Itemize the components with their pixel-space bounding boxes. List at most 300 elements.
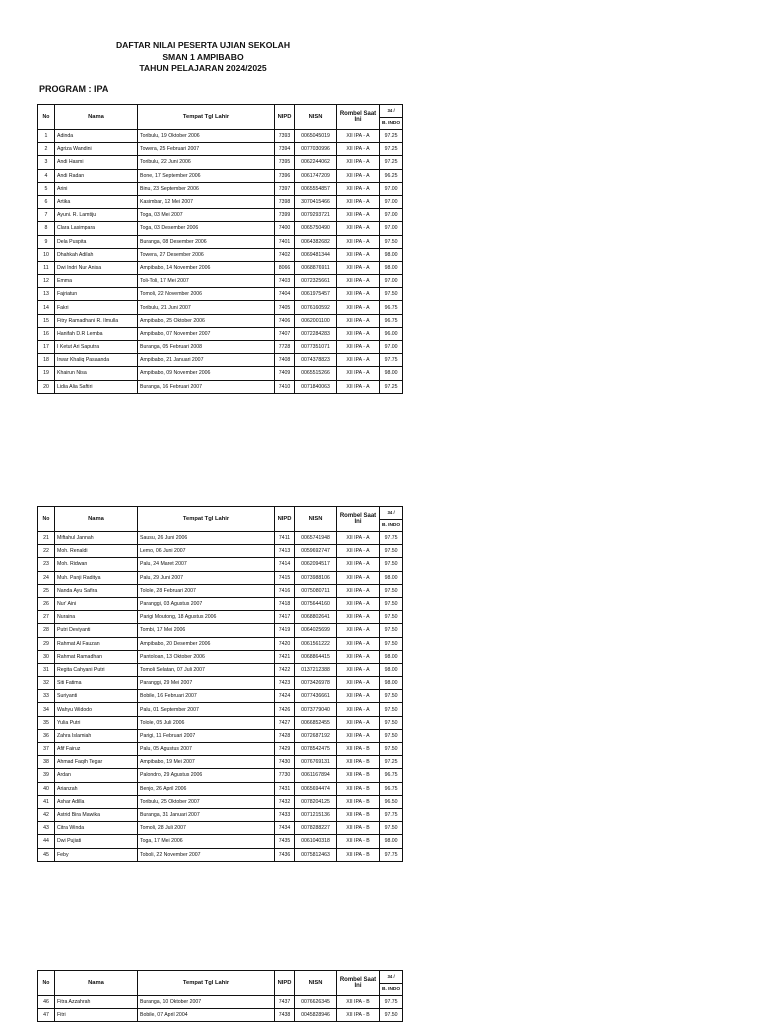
cell-nama: Putri Deviyanti (55, 624, 138, 637)
cell-ttl: Parigi, 11 Februari 2007 (138, 729, 275, 742)
cell-nisn: 0073426978 (295, 677, 337, 690)
cell-nilai: 97.50 (380, 611, 403, 624)
cell-nipd: 7404 (275, 288, 295, 301)
cell-nama: Ahmad Faqih Tegar (55, 756, 138, 769)
cell-rombel: XII IPA - A (337, 182, 380, 195)
table-row (38, 130, 403, 143)
cell-no: 23 (38, 558, 55, 571)
cell-nipd: 7424 (275, 690, 295, 703)
table-row (38, 248, 403, 261)
cell-ttl: Lemo, 06 Juni 2007 (138, 545, 275, 558)
header-no: No (38, 971, 55, 996)
cell-no: 28 (38, 624, 55, 637)
cell-no: 1 (38, 130, 55, 143)
cell-no: 32 (38, 677, 55, 690)
cell-nisn: 0075812463 (295, 848, 337, 861)
cell-rombel: XII IPA - B (337, 822, 380, 835)
cell-no: 5 (38, 182, 55, 195)
cell-nisn: 0068864415 (295, 650, 337, 663)
cell-nisn: 0072687192 (295, 729, 337, 742)
cell-rombel: XII IPA - A (337, 156, 380, 169)
cell-rombel: XII IPA - A (337, 545, 380, 558)
cell-nama: Ayuni. R. Lamtiju (55, 209, 138, 222)
cell-nilai: 97.75 (380, 848, 403, 861)
cell-nisn: 0076769131 (295, 756, 337, 769)
header-nama: Nama (55, 507, 138, 532)
cell-nisn: 0072284283 (295, 327, 337, 340)
cell-nilai: 96.00 (380, 327, 403, 340)
cell-ttl: Ampibabo, 21 Januari 2007 (138, 354, 275, 367)
cell-rombel: XII IPA - B (337, 808, 380, 821)
cell-rombel: XII IPA - A (337, 716, 380, 729)
cell-nama: Nur' Aini (55, 597, 138, 610)
table-row (38, 558, 403, 571)
cell-nilai: 96.75 (380, 782, 403, 795)
table-row (38, 624, 403, 637)
cell-nilai: 96.75 (380, 301, 403, 314)
table-row (38, 143, 403, 156)
cell-ttl: Benjo, 26 April 2006 (138, 782, 275, 795)
cell-nilai: 97.50 (380, 288, 403, 301)
cell-rombel: XII IPA - A (337, 235, 380, 248)
table-row (38, 808, 403, 821)
cell-nama: Regita Cahyani Putri (55, 663, 138, 676)
cell-nisn: 0065045019 (295, 130, 337, 143)
table-body (38, 532, 403, 862)
table-row (38, 235, 403, 248)
cell-no: 14 (38, 301, 55, 314)
cell-no: 33 (38, 690, 55, 703)
cell-nilai: 97.25 (380, 143, 403, 156)
cell-nisn: 0065554857 (295, 182, 337, 195)
cell-nama: Emma (55, 275, 138, 288)
cell-rombel: XII IPA - B (337, 743, 380, 756)
header-nisn: NISN (295, 971, 337, 996)
cell-ttl: Toga, 03 Desember 2006 (138, 222, 275, 235)
cell-nisn: 0065515266 (295, 367, 337, 380)
cell-nama: Andi Hasmi (55, 156, 138, 169)
cell-nilai: 96.50 (380, 795, 403, 808)
cell-ttl: Bobile, 16 Februari 2007 (138, 690, 275, 703)
cell-rombel: XII IPA - A (337, 584, 380, 597)
cell-ttl: Palu, 24 Maret 2007 (138, 558, 275, 571)
cell-no: 7 (38, 209, 55, 222)
cell-no: 16 (38, 327, 55, 340)
cell-nama: Miftahul Jannah (55, 532, 138, 545)
cell-nisn: 0076626345 (295, 996, 337, 1009)
cell-nama: Arianzah (55, 782, 138, 795)
header-nama: Nama (55, 105, 138, 130)
cell-nilai: 97.00 (380, 341, 403, 354)
cell-nilai: 97.50 (380, 545, 403, 558)
cell-rombel: XII IPA - A (337, 380, 380, 393)
cell-ttl: Toli-Toli, 17 Mei 2007 (138, 275, 275, 288)
cell-nama: Clara Lasimpara (55, 222, 138, 235)
cell-nama: I Ketut Ari Saputra (55, 341, 138, 354)
cell-rombel: XII IPA - A (337, 354, 380, 367)
cell-nisn: 0077436661 (295, 690, 337, 703)
cell-nipd: 7435 (275, 835, 295, 848)
cell-ttl: Paranggi, 29 Mei 2007 (138, 677, 275, 690)
cell-nipd: 7421 (275, 650, 295, 663)
cell-nipd: 7432 (275, 795, 295, 808)
cell-no: 39 (38, 769, 55, 782)
table-row (38, 314, 403, 327)
cell-nipd: 7430 (275, 756, 295, 769)
cell-ttl: Binu, 23 September 2006 (138, 182, 275, 195)
cell-no: 40 (38, 782, 55, 795)
cell-rombel: XII IPA - A (337, 624, 380, 637)
table-row (38, 996, 403, 1009)
cell-ttl: Ampibabo, 25 Oktober 2006 (138, 314, 275, 327)
cell-ttl: Toribulu, 21 Juni 2007 (138, 301, 275, 314)
cell-no: 25 (38, 584, 55, 597)
cell-rombel: XII IPA - A (337, 275, 380, 288)
cell-no: 47 (38, 1009, 55, 1022)
cell-rombel: XII IPA - A (337, 288, 380, 301)
cell-nipd: 7403 (275, 275, 295, 288)
table-row (38, 848, 403, 861)
cell-nilai: 97.00 (380, 222, 403, 235)
header-tempat-tgl-lahir: Tempat Tgl Lahir (138, 971, 275, 996)
cell-rombel: XII IPA - A (337, 532, 380, 545)
cell-nama: Lidia Alia Saftiri (55, 380, 138, 393)
table-row (38, 716, 403, 729)
header-tempat-tgl-lahir: Tempat Tgl Lahir (138, 105, 275, 130)
cell-nisn: 0076160592 (295, 301, 337, 314)
cell-nama: Muh. Panji Raditya (55, 571, 138, 584)
table-row (38, 261, 403, 274)
cell-nama: Ashar Adilla (55, 795, 138, 808)
cell-nisn: 0077351071 (295, 341, 337, 354)
cell-nilai: 98.00 (380, 677, 403, 690)
cell-no: 43 (38, 822, 55, 835)
cell-nilai: 97.50 (380, 743, 403, 756)
cell-nilai: 97.00 (380, 209, 403, 222)
cell-nilai: 98.00 (380, 663, 403, 676)
cell-ttl: Tomoli, 28 Juli 2007 (138, 822, 275, 835)
cell-nama: Astrid Bira Mawika (55, 808, 138, 821)
table-row (38, 637, 403, 650)
cell-nipd: 7399 (275, 209, 295, 222)
cell-nipd: 8066 (275, 261, 295, 274)
cell-nipd: 7414 (275, 558, 295, 571)
cell-nipd: 7416 (275, 584, 295, 597)
cell-ttl: Toribulu, 19 Oktober 2006 (138, 130, 275, 143)
cell-no: 13 (38, 288, 55, 301)
cell-nipd: 7728 (275, 341, 295, 354)
table-row (38, 367, 403, 380)
table-row (38, 380, 403, 393)
cell-nipd: 7395 (275, 156, 295, 169)
table-row (38, 354, 403, 367)
cell-nama: Fajriatun (55, 288, 138, 301)
cell-no: 3 (38, 156, 55, 169)
cell-no: 2 (38, 143, 55, 156)
cell-nama: Fakri (55, 301, 138, 314)
table-row (38, 743, 403, 756)
table-row (38, 663, 403, 676)
header-no: No (38, 507, 55, 532)
cell-nama: Dwi Pujiati (55, 835, 138, 848)
cell-nipd: 7415 (275, 571, 295, 584)
cell-no: 17 (38, 341, 55, 354)
table-row (38, 545, 403, 558)
cell-ttl: Palu, 05 Agustus 2007 (138, 743, 275, 756)
cell-rombel: XII IPA - A (337, 261, 380, 274)
cell-ttl: Towera, 27 Desember 2006 (138, 248, 275, 261)
cell-nilai: 97.75 (380, 808, 403, 821)
cell-rombel: XII IPA - A (337, 341, 380, 354)
cell-nama: Arini (55, 182, 138, 195)
cell-nipd: 7438 (275, 1009, 295, 1022)
cell-nama: Fitra Azzahrah (55, 996, 138, 1009)
cell-nisn: 0065750490 (295, 222, 337, 235)
cell-nilai: 98.00 (380, 650, 403, 663)
cell-nilai: 97.50 (380, 729, 403, 742)
cell-rombel: XII IPA - A (337, 677, 380, 690)
cell-nipd: 7436 (275, 848, 295, 861)
cell-no: 26 (38, 597, 55, 610)
cell-nama: Artika (55, 195, 138, 208)
cell-rombel: XII IPA - A (337, 327, 380, 340)
cell-nipd: 7420 (275, 637, 295, 650)
cell-no: 18 (38, 354, 55, 367)
table-row (38, 729, 403, 742)
cell-ttl: Ampibabo, 09 November 2006 (138, 367, 275, 380)
cell-ttl: Tombi, 17 Mei 2006 (138, 624, 275, 637)
cell-nama: Dwi Indri Nur Anisa (55, 261, 138, 274)
cell-nilai: 97.25 (380, 130, 403, 143)
cell-ttl: Tomoli Selatan, 07 Juli 2007 (138, 663, 275, 676)
cell-no: 9 (38, 235, 55, 248)
table-row (38, 822, 403, 835)
cell-nisn: 0069481344 (295, 248, 337, 261)
cell-nisn: 0078542475 (295, 743, 337, 756)
cell-nisn: 0077030996 (295, 143, 337, 156)
cell-ttl: Buranga, 10 Oktober 2007 (138, 996, 275, 1009)
table-row (38, 703, 403, 716)
table-row (38, 341, 403, 354)
cell-nisn: 0078204125 (295, 795, 337, 808)
cell-rombel: XII IPA - A (337, 209, 380, 222)
cell-nilai: 97.50 (380, 584, 403, 597)
grades-table-page-1 (37, 104, 403, 394)
cell-nipd: 7393 (275, 130, 295, 143)
cell-no: 19 (38, 367, 55, 380)
cell-rombel: XII IPA - A (337, 314, 380, 327)
cell-no: 8 (38, 222, 55, 235)
table-row (38, 209, 403, 222)
cell-nilai: 97.50 (380, 703, 403, 716)
cell-nipd: 7419 (275, 624, 295, 637)
cell-nama: Andi Radan (55, 169, 138, 182)
cell-nama: Hanifah D.R Lemba (55, 327, 138, 340)
cell-nisn: 0073988106 (295, 571, 337, 584)
cell-nama: Nanda Ayu Safira (55, 584, 138, 597)
cell-ttl: Sausu, 26 Juni 2006 (138, 532, 275, 545)
cell-nisn: 0066852455 (295, 716, 337, 729)
cell-nama: Moh. Renaldi (55, 545, 138, 558)
grades-table-page-2 (37, 506, 403, 862)
cell-ttl: Palu, 29 Juni 2007 (138, 571, 275, 584)
cell-nisn: 0068802641 (295, 611, 337, 624)
cell-nama: Irwar Khaliq Pasaanda (55, 354, 138, 367)
cell-nama: Yulia Putri (55, 716, 138, 729)
cell-ttl: Toribulu, 22 Juni 2006 (138, 156, 275, 169)
cell-nipd: 7402 (275, 248, 295, 261)
cell-nilai: 97.25 (380, 380, 403, 393)
header-rombel: Rombel Saat Ini (337, 971, 380, 996)
table-row (38, 222, 403, 235)
cell-nipd: 7410 (275, 380, 295, 393)
cell-no: 36 (38, 729, 55, 742)
cell-nisn: 0045828946 (295, 1009, 337, 1022)
cell-nilai: 97.50 (380, 624, 403, 637)
cell-nilai: 97.50 (380, 716, 403, 729)
header-nipd: NIPD (275, 971, 295, 996)
cell-ttl: Paranggi, 03 Agustus 2007 (138, 597, 275, 610)
cell-nipd: 7405 (275, 301, 295, 314)
cell-nisn: 0061167894 (295, 769, 337, 782)
table-body (38, 996, 403, 1022)
cell-nama: Khairun Nisa (55, 367, 138, 380)
cell-nisn: 0061975457 (295, 288, 337, 301)
cell-nisn: 0079293721 (295, 209, 337, 222)
cell-nama: Dhahkah Adilah (55, 248, 138, 261)
cell-nipd: 7418 (275, 597, 295, 610)
cell-nama: Citra Winda (55, 822, 138, 835)
cell-nipd: 7406 (275, 314, 295, 327)
cell-ttl: Towera, 25 Februari 2007 (138, 143, 275, 156)
cell-no: 12 (38, 275, 55, 288)
cell-no: 30 (38, 650, 55, 663)
cell-nisn: 0078288227 (295, 822, 337, 835)
cell-rombel: XII IPA - B (337, 782, 380, 795)
cell-no: 31 (38, 663, 55, 676)
table-row (38, 756, 403, 769)
cell-rombel: XII IPA - A (337, 637, 380, 650)
table-row (38, 182, 403, 195)
cell-nilai: 97.50 (380, 822, 403, 835)
cell-ttl: Kasimbar, 12 Mei 2007 (138, 195, 275, 208)
cell-nisn: 0072325661 (295, 275, 337, 288)
cell-ttl: Tolole, 28 Februari 2007 (138, 584, 275, 597)
cell-no: 11 (38, 261, 55, 274)
cell-nama: Nuraina (55, 611, 138, 624)
cell-nisn: 0075080711 (295, 584, 337, 597)
cell-rombel: XII IPA - A (337, 367, 380, 380)
cell-ttl: Palu, 01 September 2007 (138, 703, 275, 716)
cell-ttl: Palondro, 29 Agustus 2006 (138, 769, 275, 782)
table-row (38, 597, 403, 610)
cell-nipd: 7426 (275, 703, 295, 716)
header-rombel: Rombel Saat Ini (337, 507, 380, 532)
header-nisn: NISN (295, 507, 337, 532)
table-row (38, 677, 403, 690)
cell-nama: Zahra Islamiah (55, 729, 138, 742)
cell-no: 42 (38, 808, 55, 821)
cell-no: 44 (38, 835, 55, 848)
table-row (38, 288, 403, 301)
cell-no: 41 (38, 795, 55, 808)
cell-nisn: 0068876911 (295, 261, 337, 274)
cell-ttl: Buranga, 16 Februari 2007 (138, 380, 275, 393)
grades-table-page-3 (37, 970, 403, 1022)
cell-nama: Agriza Wandini (55, 143, 138, 156)
cell-ttl: Ampibabo, 20 Desember 2006 (138, 637, 275, 650)
cell-nisn: 0064025699 (295, 624, 337, 637)
header-rombel: Rombel Saat Ini (337, 105, 380, 130)
cell-no: 27 (38, 611, 55, 624)
cell-nilai: 97.25 (380, 156, 403, 169)
cell-nilai: 97.00 (380, 182, 403, 195)
cell-rombel: XII IPA - A (337, 248, 380, 261)
table-row (38, 195, 403, 208)
cell-nilai: 97.50 (380, 558, 403, 571)
cell-nipd: 7401 (275, 235, 295, 248)
cell-nisn: 0073779040 (295, 703, 337, 716)
table-row (38, 584, 403, 597)
cell-nisn: 0062094517 (295, 558, 337, 571)
cell-no: 34 (38, 703, 55, 716)
cell-nipd: 7428 (275, 729, 295, 742)
cell-ttl: Parigi Moutong, 18 Agustus 2006 (138, 611, 275, 624)
cell-rombel: XII IPA - A (337, 571, 380, 584)
cell-no: 38 (38, 756, 55, 769)
cell-nisn: 0065694474 (295, 782, 337, 795)
table-row (38, 301, 403, 314)
cell-nipd: 7394 (275, 143, 295, 156)
cell-ttl: Bobile, 07 April 2004 (138, 1009, 275, 1022)
table-row (38, 1009, 403, 1022)
cell-nipd: 7423 (275, 677, 295, 690)
cell-ttl: Buranga, 31 Januari 2007 (138, 808, 275, 821)
header-nama: Nama (55, 971, 138, 996)
table-row (38, 690, 403, 703)
cell-nipd: 7398 (275, 195, 295, 208)
table-header (38, 971, 403, 996)
title-line-2: SMAN 1 AMPIBABO (162, 51, 244, 62)
cell-nama: Rahmat Ramadhan (55, 650, 138, 663)
cell-nilai: 97.50 (380, 690, 403, 703)
cell-nilai: 96.75 (380, 769, 403, 782)
cell-nilai: 98.00 (380, 571, 403, 584)
cell-nama: Wahyu Widodo (55, 703, 138, 716)
table-row (38, 769, 403, 782)
header-nisn: NISN (295, 105, 337, 130)
cell-rombel: XII IPA - A (337, 558, 380, 571)
cell-nilai: 97.50 (380, 637, 403, 650)
table-row (38, 795, 403, 808)
cell-nama: Fitri (55, 1009, 138, 1022)
cell-nisn: 0062244062 (295, 156, 337, 169)
cell-ttl: Ampibabo, 14 November 2006 (138, 261, 275, 274)
cell-rombel: XII IPA - A (337, 143, 380, 156)
cell-nisn: 0137212388 (295, 663, 337, 676)
cell-nama: Afif Fairuz (55, 743, 138, 756)
cell-nilai: 98.00 (380, 367, 403, 380)
cell-nisn: 0064382682 (295, 235, 337, 248)
cell-nipd: 7437 (275, 996, 295, 1009)
cell-nilai: 97.00 (380, 275, 403, 288)
cell-nama: Feby (55, 848, 138, 861)
cell-nilai: 97.25 (380, 756, 403, 769)
cell-no: 46 (38, 996, 55, 1009)
cell-rombel: XII IPA - A (337, 597, 380, 610)
cell-no: 29 (38, 637, 55, 650)
header-b-indo: B. INDO (380, 118, 403, 130)
